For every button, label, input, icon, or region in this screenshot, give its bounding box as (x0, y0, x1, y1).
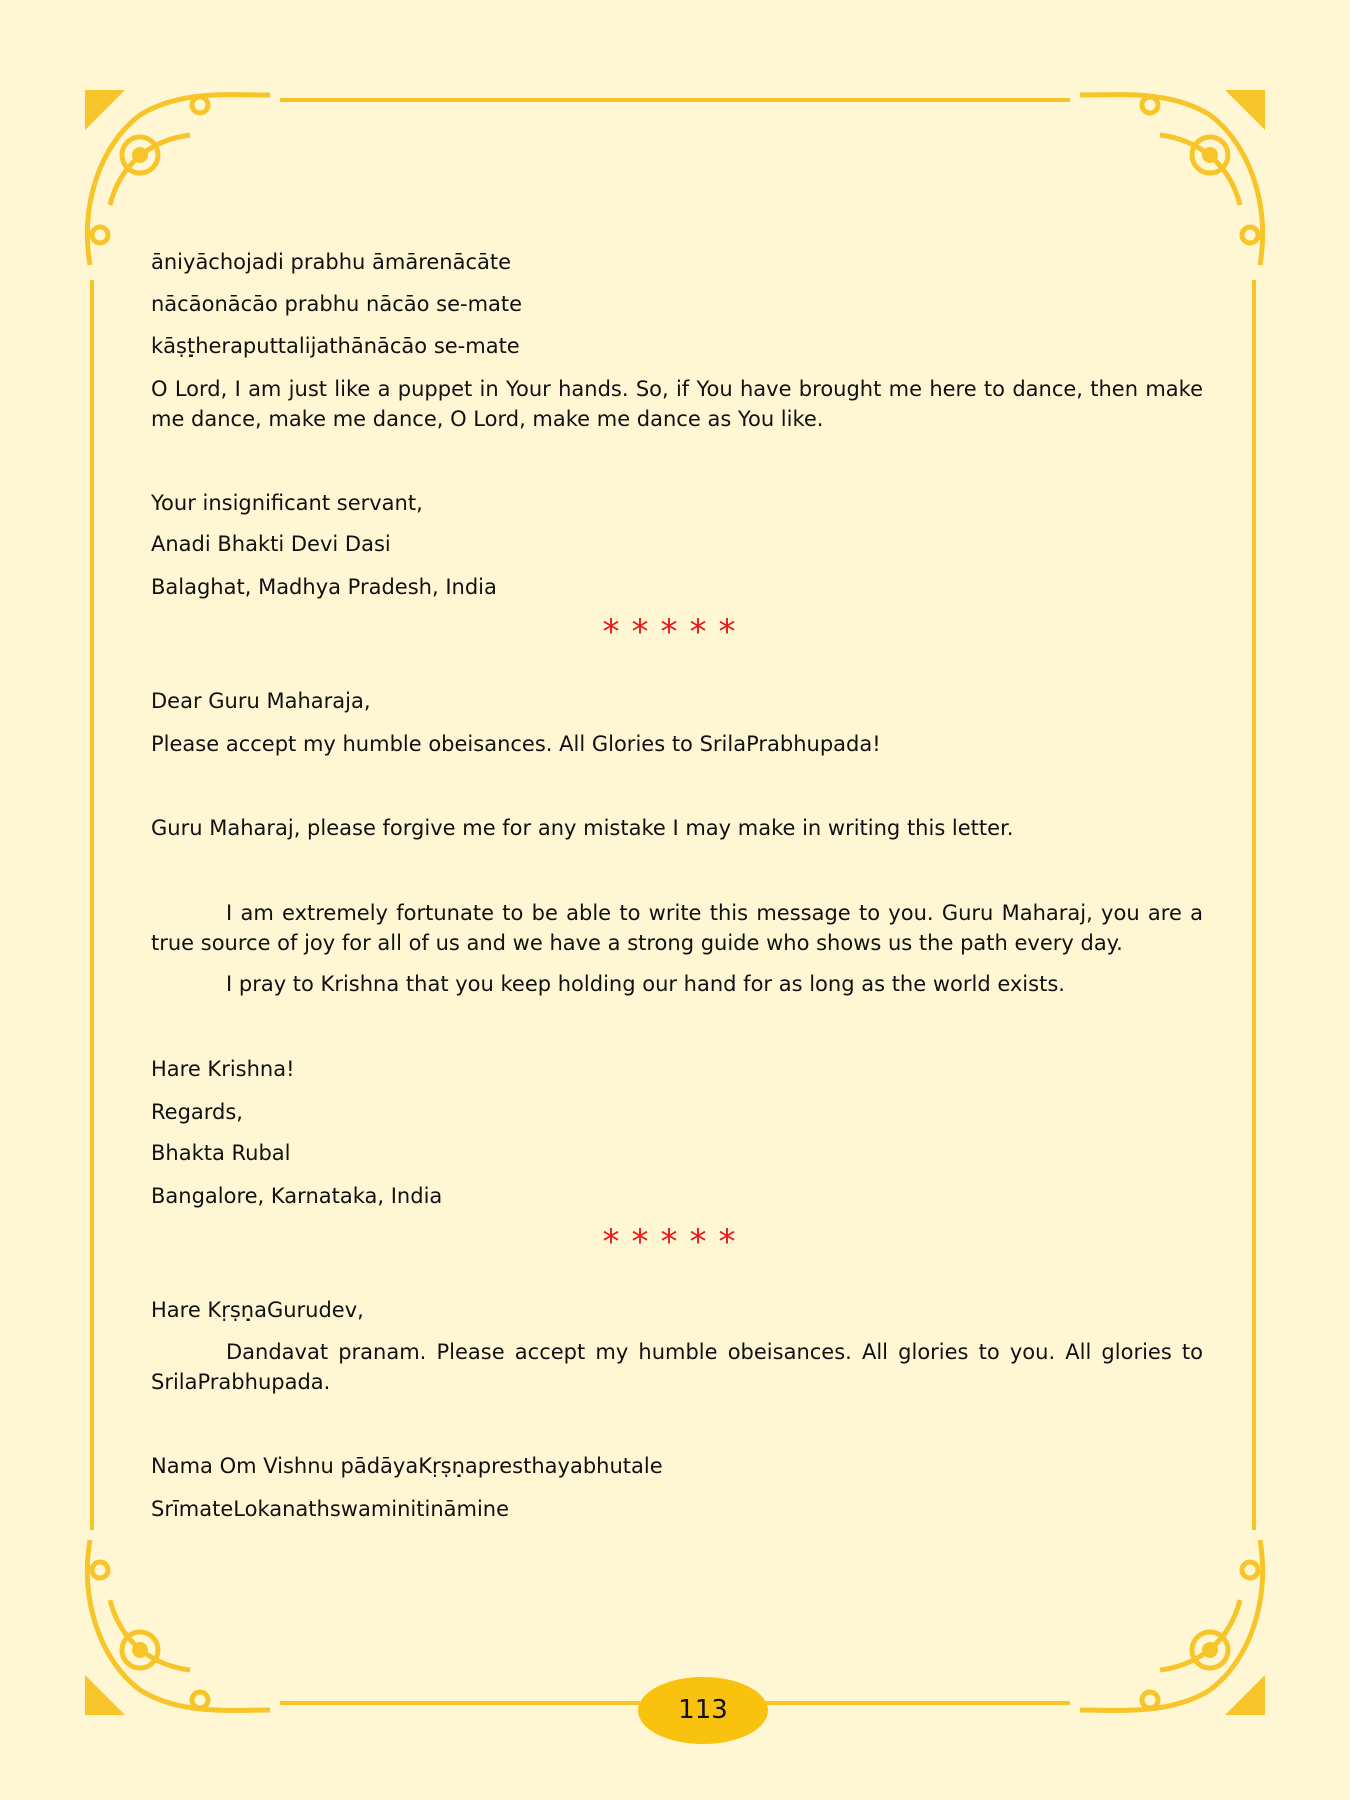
separator-stars: ***** (602, 1222, 748, 1262)
corner-ornament-bottom-left-icon (80, 1520, 280, 1720)
separator-stars: ***** (602, 612, 748, 652)
paragraph: I pray to Krishna that you keep holding our hand for as long as the world exists. (226, 972, 1065, 996)
closing-line: Hare Krishna! (151, 1057, 295, 1081)
signoff-location: Balaghat, Madhya Pradesh, India (151, 575, 497, 599)
paragraph: Dandavat pranam. Please accept my humble obeisances. All glories to you. All glories to SrilaPrabhupada. (151, 1340, 1203, 1394)
border-left (90, 280, 94, 1530)
signoff-line: Your insignificant servant, (151, 491, 423, 515)
signoff-name: Anadi Bhakti Devi Dasi (151, 532, 391, 556)
corner-ornament-bottom-right-icon (1070, 1520, 1270, 1720)
border-right (1252, 280, 1256, 1530)
mantra-line: Nama Om Vishnu pādāyaKṛṣṇ̣apresthayabhutale (151, 1454, 663, 1478)
verse-line: āniyāchojadi prabhu āmārenācāte (151, 250, 512, 274)
border-bottom-right (766, 1701, 1070, 1705)
mantra-line: SrīmateLokanathswaminitināmine (151, 1497, 510, 1521)
apology: Guru Maharaj, please forgive me for any mistake I may make in writing this letter. (151, 816, 1014, 840)
closing-name: Bhakta Rubal (151, 1141, 291, 1165)
verse-translation: O Lord, I am just like a puppet in Your hands. So, if You have brought me here to dance, then make me dance, make me dance, O Lord, make me dance as You like. (151, 377, 1203, 431)
border-bottom-left (280, 1701, 640, 1705)
verse-line: kāṣṭ̣heraputtalijathānācāo se-mate (151, 334, 520, 358)
paragraph: I am extremely fortunate to be able to write this message to you. Guru Maharaj, you are a true source of joy for all of us and we have a strong guide who shows us the path every day. (151, 901, 1203, 955)
closing-location: Bangalore, Karnataka, India (151, 1184, 443, 1208)
verse-line: nācāonācāo prabhu nācāo se-mate (151, 292, 523, 316)
salutation: Hare Kṛṣṇ̣aGurudev, (151, 1298, 364, 1322)
salutation: Dear Guru Maharaja, (151, 689, 371, 713)
page-number: 113 (638, 1677, 768, 1744)
border-top (280, 98, 1070, 102)
closing-line: Regards, (151, 1100, 243, 1124)
obeisance: Please accept my humble obeisances. All Glories to SrilaPrabhupada! (151, 732, 881, 756)
